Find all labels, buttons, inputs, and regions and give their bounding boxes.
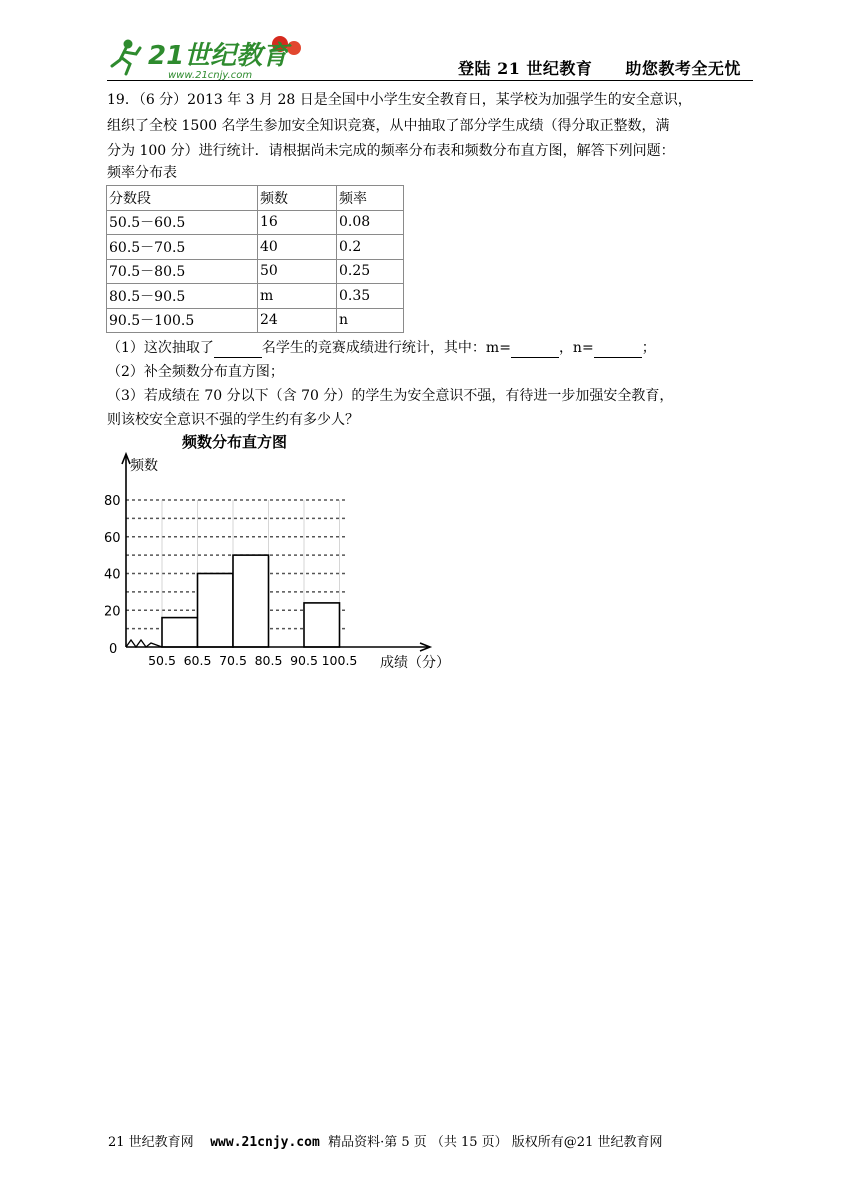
header-slogan: 登陆 21 世纪教育 助您教考全无忧 <box>458 59 741 78</box>
table-cell: 80.5－90.5 <box>107 284 258 309</box>
subquestion-1-part-a: （1）这次抽取了 <box>107 340 214 356</box>
table-cell: n <box>337 308 404 333</box>
question-line-1: 19．（6 分）2013 年 3 月 28 日是全国中小学生安全教育日，某学校为加强学生的安全意识， <box>107 92 692 108</box>
y-tick-label: 0 <box>109 642 118 657</box>
table-row <box>107 235 404 260</box>
table-cell: 0.2 <box>337 235 404 260</box>
logo-url: www.21cnjy.com <box>168 70 253 81</box>
table-cell: 0.08 <box>337 210 404 235</box>
answer-blank-m[interactable] <box>511 343 559 358</box>
table-cell: 70.5－80.5 <box>107 259 258 284</box>
y-axis-label: 频数 <box>130 458 158 474</box>
table-row <box>107 259 404 284</box>
table-cell: 0.25 <box>337 259 404 284</box>
table-header-cell: 分数段 <box>107 186 258 211</box>
frequency-table <box>106 185 404 333</box>
x-tick-label: 100.5 <box>321 653 358 668</box>
axis-break-icon <box>126 640 162 647</box>
question-line-2: 组织了全校 1500 名学生参加安全知识竞赛，从中抽取了部分学生成绩（得分取正整数，满 <box>107 118 670 134</box>
subquestion-1 <box>107 338 656 358</box>
table-cell: 90.5－100.5 <box>107 308 258 333</box>
table-title: 频率分布表 <box>107 165 177 181</box>
header-divider <box>107 80 753 81</box>
histogram-bar <box>162 618 198 647</box>
table-cell: 24 <box>258 308 337 333</box>
y-tick-label: 80 <box>104 494 121 509</box>
histogram-bar <box>233 555 269 647</box>
subquestion-1-part-c: ，n= <box>558 340 594 356</box>
table-cell: 40 <box>258 235 337 260</box>
x-tick-label: 70.5 <box>219 653 247 668</box>
logo <box>108 32 308 82</box>
footer-page-info: 精品资料·第 5 页 （共 15 页） 版权所有@21 世纪教育网 <box>328 1135 663 1150</box>
y-tick-label: 60 <box>104 530 121 546</box>
x-tick-label: 60.5 <box>183 653 212 668</box>
footer-url: www.21cnjy.com <box>210 1135 320 1150</box>
logo-text: 21世纪教育 <box>148 41 289 71</box>
question-line-3: 分为 100 分）进行统计．请根据尚未完成的频率分布表和频数分布直方图，解答下列问题： <box>107 143 675 159</box>
histogram-chart <box>100 428 480 678</box>
subquestion-3-line-1: （3）若成绩在 70 分以下（含 70 分）的学生为安全意识不强，有待进一步加强安全教育， <box>107 388 674 404</box>
runner-icon <box>112 40 140 74</box>
answer-blank-total[interactable] <box>214 343 262 358</box>
y-tick-label: 40 <box>104 567 121 583</box>
table-cell: 50 <box>258 259 337 284</box>
chart-title: 频数分布直方图 <box>182 433 288 451</box>
table-cell: 60.5－70.5 <box>107 235 258 260</box>
subquestion-1-part-b: 名学生的竞赛成绩进行统计，其中：m= <box>261 340 511 356</box>
x-axis-label: 成绩（分） <box>380 655 450 671</box>
x-tick-label: 50.5 <box>148 653 176 668</box>
table-cell: m <box>258 284 337 309</box>
subquestion-2: （2）补全频数分布直方图； <box>107 364 284 380</box>
table-cell: 16 <box>258 210 337 235</box>
histogram-bar <box>198 574 234 648</box>
chart-bars <box>162 555 340 647</box>
x-tick-label: 90.5 <box>290 653 318 668</box>
y-tick-label: 20 <box>104 604 121 620</box>
x-tick-label: 80.5 <box>254 653 283 668</box>
apple-icon <box>287 41 301 55</box>
histogram-bar <box>304 603 340 647</box>
table-row <box>107 308 404 333</box>
table-row <box>107 210 404 235</box>
page-footer <box>108 1131 662 1150</box>
table-header-row <box>107 186 404 211</box>
page-header <box>0 0 860 90</box>
table-header-cell: 频率 <box>337 186 404 211</box>
chart-labels <box>104 433 450 671</box>
table-header-cell: 频数 <box>258 186 337 211</box>
table-cell: 0.35 <box>337 284 404 309</box>
subquestion-1-part-d: ； <box>641 340 656 356</box>
table-cell: 50.5－60.5 <box>107 210 258 235</box>
answer-blank-n[interactable] <box>594 343 642 358</box>
subquestion-3-line-2: 则该校安全意识不强的学生约有多少人？ <box>107 412 359 428</box>
table-row <box>107 284 404 309</box>
footer-site: 21 世纪教育网 <box>108 1135 194 1150</box>
